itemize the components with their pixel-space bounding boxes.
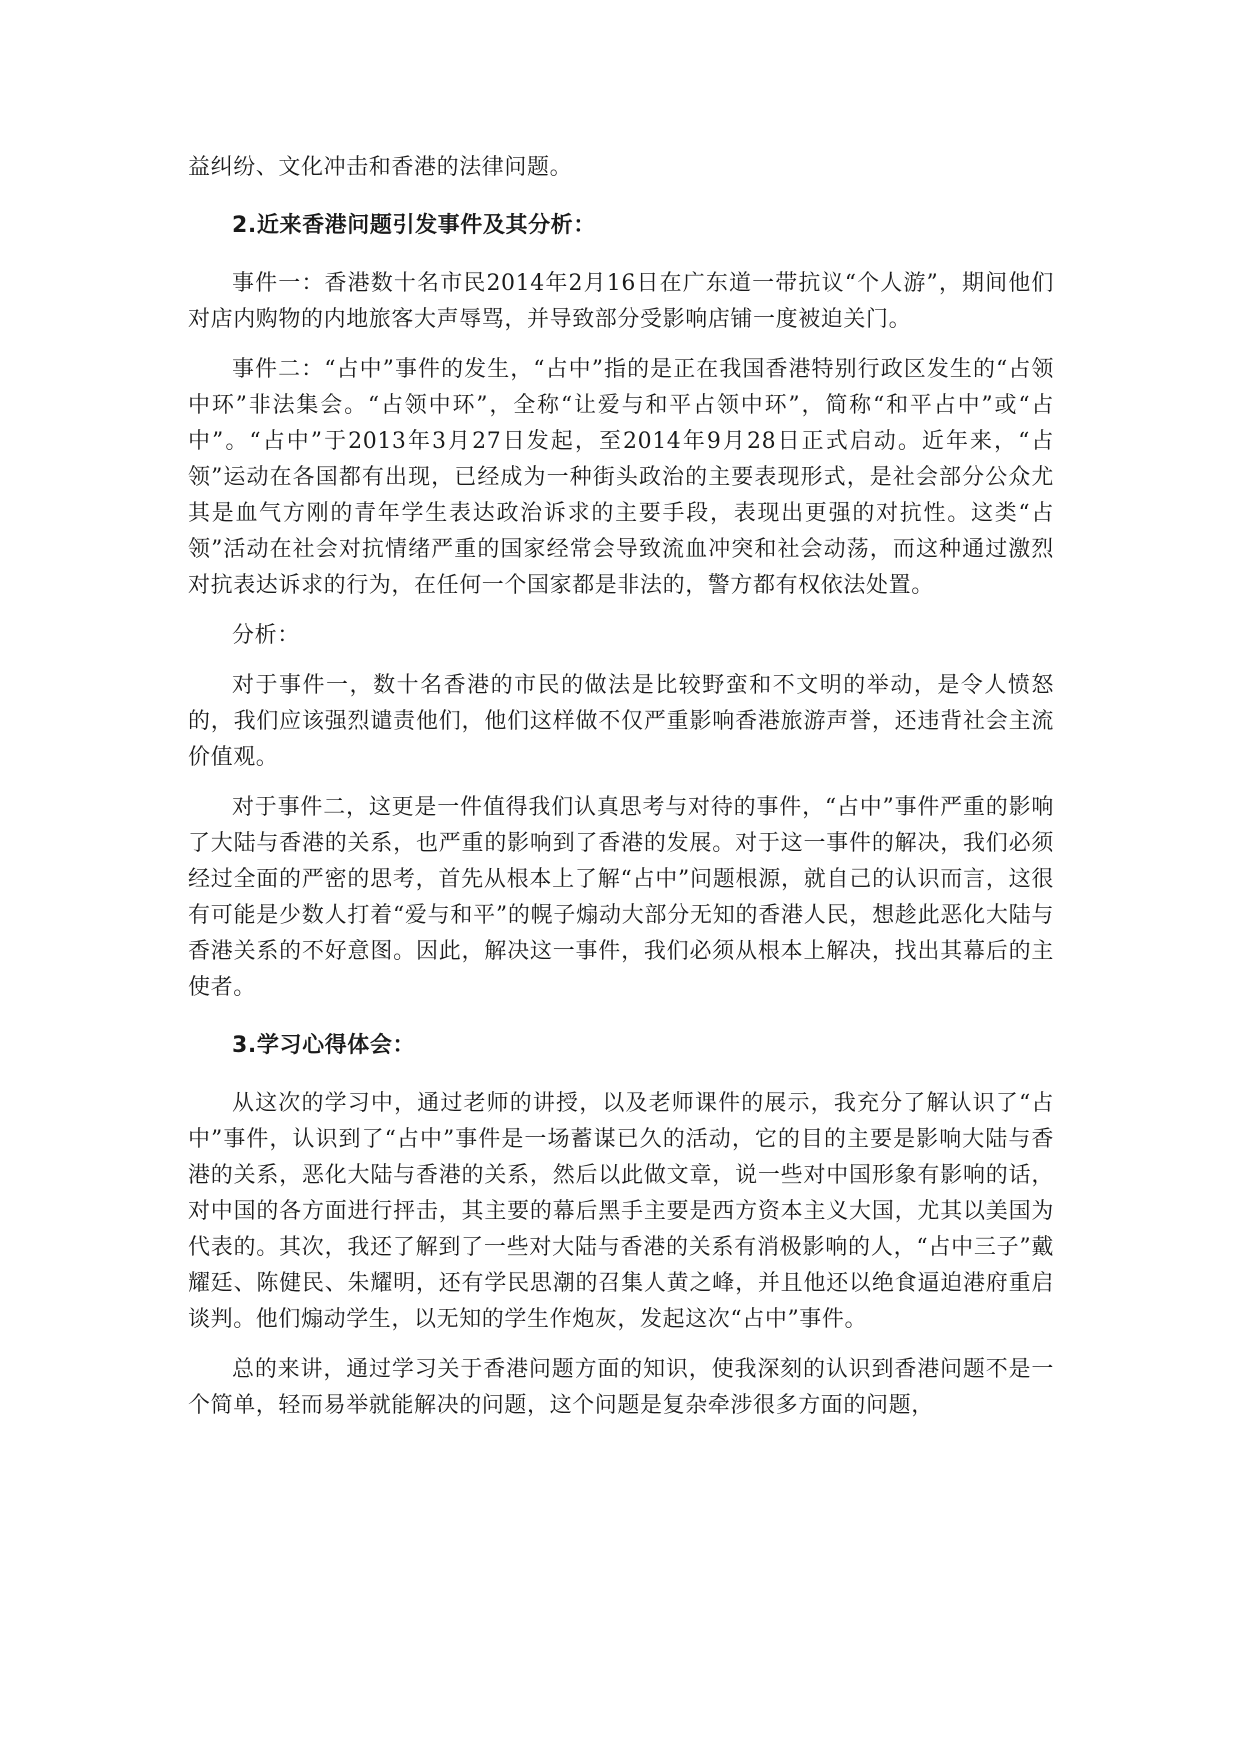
section-heading-2: 2.近来香港问题引发事件及其分析： xyxy=(232,213,596,238)
paragraph-reflection-one: 从这次的学习中，通过老师的讲授，以及老师课件的展示，我充分了解认识了“占中”事件，认识到了“占中”事件是一场蓄谋已久的活动，它的目的主要是影响大陆与香港的关系，恶化大陆与香港的关系，然后以此做文章，说一些对中国形象有影响的话，对中国的各方面进行抨击，其主要的幕后黑手主要是西方资本主义大国，尤其以美国为代表的。其次，我还了解到了一些对大陆与香港的关系有消极影响的人，“占中三子”戴耀廷、陈健民、朱耀明，还有学民思潮的召集人黄之峰，并且他还以绝食逼迫港府重启谈判。他们煽动学生，以无知的学生作炮灰，发起这次“占中”事件。 xyxy=(188,1091,1054,1332)
paragraph-analysis-two: 对于事件二，这更是一件值得我们认真思考与对待的事件，“占中”事件严重的影响了大陆与香港的关系，也严重的影响到了香港的发展。对于这一事件的解决，我们必须经过全面的严密的思考，首先从根本上了解“占中”问题根源，就自己的认识而言，这很有可能是少数人打着“爱与和平”的幌子煽动大部分无知的香港人民，想趁此恶化大陆与香港关系的不好意图。因此，解决这一事件，我们必须从根本上解决，找出其幕后的主使者。 xyxy=(188,795,1054,1000)
paragraph-event-one: 事件一：香港数十名市民2014年2月16日在广东道一带抗议“个人游”，期间他们对店内购物的内地旅客大声辱骂，并导致部分受影响店铺一度被迫关门。 xyxy=(188,271,1054,332)
paragraph-reflection-two: 总的来讲，通过学习关于香港问题方面的知识，使我深刻的认识到香港问题不是一个简单，轻而易举就能解决的问题，这个问题是复杂牵涉很多方面的问题， xyxy=(188,1357,1054,1418)
section-heading-3: 3.学习心得体会： xyxy=(232,1033,416,1058)
paragraph-continuation: 益纠纷、文化冲击和香港的法律问题。 xyxy=(188,155,573,180)
paragraph-analysis-one: 对于事件一，数十名香港的市民的做法是比较野蛮和不文明的举动，是令人愤怒的，我们应该强烈谴责他们，他们这样做不仅严重影响香港旅游声誉，还违背社会主流价值观。 xyxy=(188,673,1054,770)
document-body xyxy=(188,150,1054,1438)
paragraph-analysis-label: 分析： xyxy=(232,623,300,648)
paragraph-event-two: 事件二：“占中”事件的发生，“占中”指的是正在我国香港特别行政区发生的“占领中环”非法集会。“占领中环”，全称“让爱与和平占领中环”，简称“和平占中”或“占中”。“占中”于2013年3月27日发起，至2014年9月28日正式启动。近年来，“占领”运动在各国都有出现，已经成为一种街头政治的主要表现形式，是社会部分公众尤其是血气方刚的青年学生表达政治诉求的主要手段，表现出更强的对抗性。这类“占领”活动在社会对抗情绪严重的国家经常会导致流血冲突和社会动荡，而这种通过激烈对抗表达诉求的行为，在任何一个国家都是非法的，警方都有权依法处置。 xyxy=(188,357,1054,598)
